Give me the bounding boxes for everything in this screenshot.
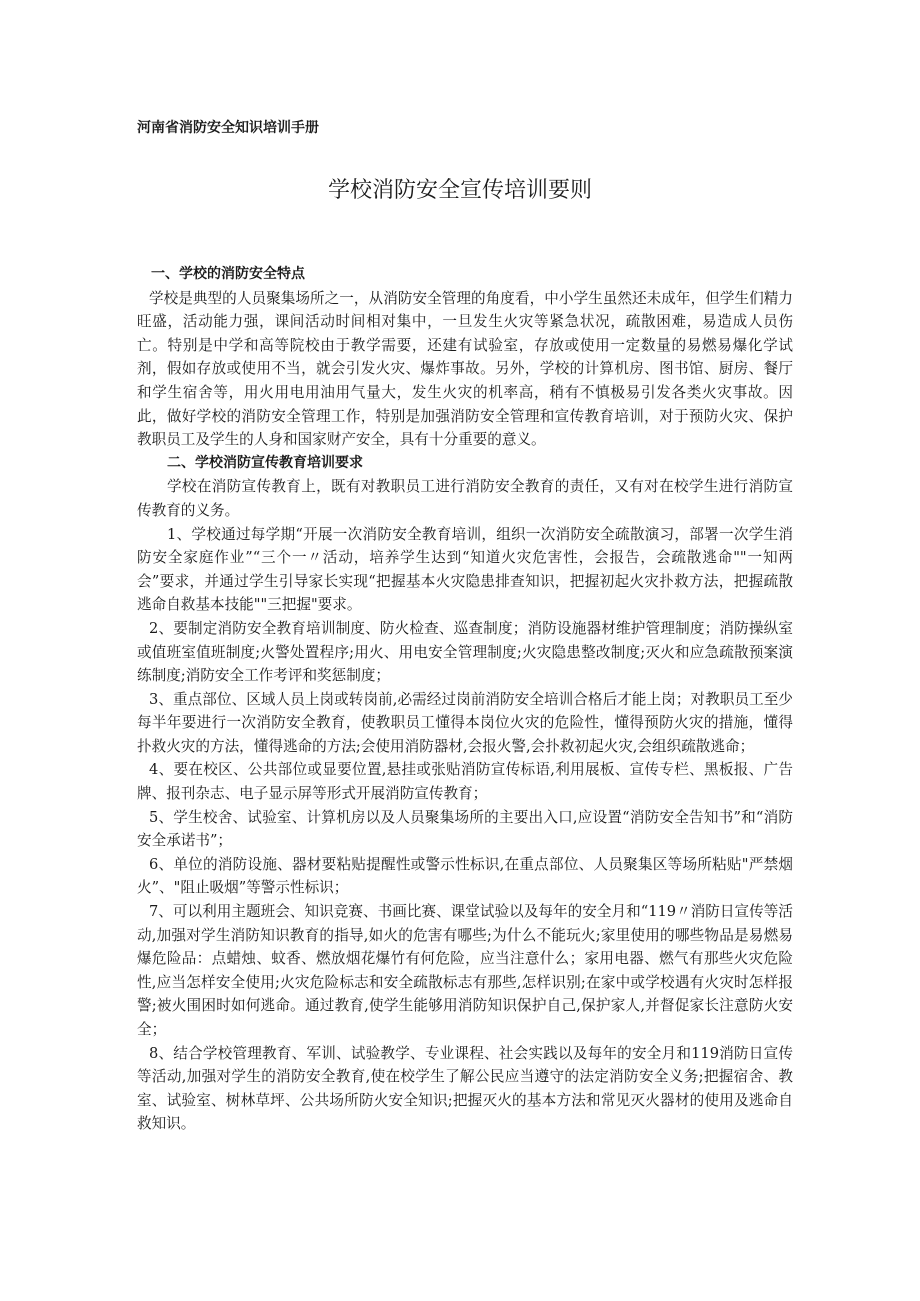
paragraph: 学校在消防宣传教育上，既有对教职员工进行消防安全教育的责任，又有对在校学生进行消防宣传教育的义务。 <box>137 478 793 519</box>
list-item: 7、可以利用主题班会、知识竞赛、书画比赛、课堂试验以及每年的安全月和“119〃消防日宣传等活动,加强对学生消防知识教育的指导,如火的危害有哪些;为什么不能玩火;家里使用的哪些物品是易燃易爆危险品：点蜡烛、蚊香、燃放烟花爆竹有何危险，应当注意什么；家用电器、燃气有那些火灾危险性,应当怎样安全使用;火灾危险标志和安全疏散标志有那些,怎样识别;在家中或学校遇有火灾时怎样报警;被火围困时如何逃命。通过教育,使学生能够用消防知识保护自己,保护家人,并督促家长注意防火安全； <box>137 903 793 1038</box>
list-item: 1、学校通过每学期“开展一次消防安全教育培训，组织一次消防安全疏散演习，部署一次学生消防安全家庭作业”“三个一〃活动，培养学生达到“知道火灾危害性，会报告，会疏散逃命""一知两会”要求，并通过学生引导家长实现“把握基本火灾隐患排查知识，把握初起火灾扑救方法，把握疏散逃命自救基本技能""三把握"要求。 <box>137 525 793 614</box>
list-item: 5、学生校舍、试验室、计算机房以及人员聚集场所的主要出入口,应设置“消防安全告知书”和“消防安全承诺书”； <box>137 808 793 850</box>
document-body <box>137 263 793 1136</box>
section-heading-2: 二、学校消防宣传教育培训要求 <box>167 454 363 471</box>
list-item: 2、要制定消防安全教育培训制度、防火检查、巡查制度；消防设施器材维护管理制度；消防操纵室或值班室值班制度;火警处置程序;用火、用电安全管理制度;火灾隐患整改制度;灭火和应急疏散预案演练制度;消防安全工作考评和奖惩制度； <box>137 619 793 685</box>
document-title: 学校消防安全宣传培训要则 <box>327 178 592 203</box>
list-item: 8、结合学校管理教育、军训、试验教学、专业课程、社会实践以及每年的安全月和119消防日宣传等活动,加强对学生的消防安全教育,使在校学生了解公民应当遵守的法定消防安全义务;把握宿舍、教室、试验室、树林草坪、公共场所防火安全知识;把握灭火的基本方法和常见灭火器材的使用及逃命自救知识。 <box>137 1044 793 1133</box>
list-item: 3、重点部位、区域人员上岗或转岗前,必需经过岗前消防安全培训合格后才能上岗；对教职员工至少每半年要进行一次消防安全教育，使教职员工懂得本岗位火灾的危险性，懂得预防火灾的措施，懂得扑救火灾的方法，懂得逃命的方法;会使用消防器材,会报火警,会扑救初起火灾,会组织疏散逃命； <box>137 690 793 755</box>
section-heading-1: 一、学校的消防安全特点 <box>151 266 305 282</box>
list-item: 6、单位的消防设施、器材要粘贴提醒性或警示性标识,在重点部位、人员聚集区等场所粘贴"严禁烟火”、"阻止吸烟”等警示性标识； <box>137 855 793 897</box>
list-item: 4、要在校区、公共部位或显要位置,悬挂或张贴消防宣传标语,利用展板、宣传专栏、黑板报、广告牌、报刊杂志、电子显示屏等形式开展消防宣传教育； <box>137 761 793 803</box>
paragraph: 学校是典型的人员聚集场所之一，从消防安全管理的角度看，中小学生虽然还未成年，但学生们精力旺盛，活动能力强，课间活动时间相对集中，一旦发生火灾等紧急状况，疏散困难，易造成人员伤亡。特别是中学和高等院校由于教学需要，还建有试验室，存放或使用一定数量的易燃易爆化学试剂，假如存放或使用不当，就会引发火灾、爆炸事故。另外，学校的计算机房、图书馆、厨房、餐厅和学生宿舍等，用火用电用油用气量大，发生火灾的机率高，稍有不慎极易引发各类火灾事故。因此，做好学校的消防安全管理工作，特别是加强消防安全管理和宣传教育培训，对于预防火灾、保护教职员工及学生的人身和国家财产安全，具有十分重要的意义。 <box>137 289 793 449</box>
document-header: 河南省消防安全知识培训手册 <box>137 120 319 136</box>
